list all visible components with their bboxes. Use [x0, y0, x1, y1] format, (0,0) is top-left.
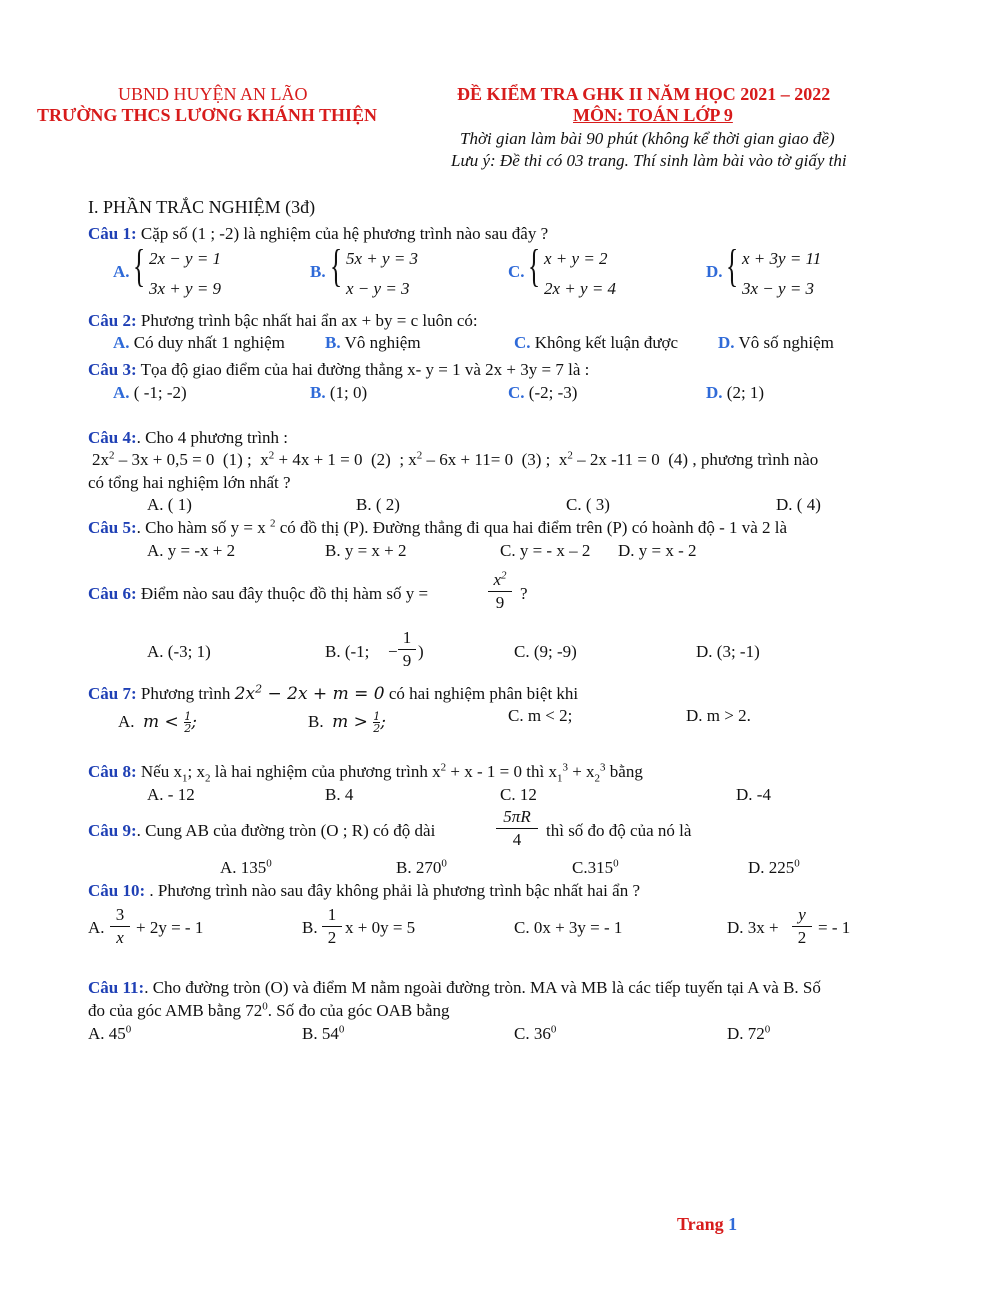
- q1-option-a-label: A.: [113, 262, 130, 281]
- q5-option-c: C. y = - x – 2: [500, 541, 591, 560]
- q1-option-b-label: B.: [310, 262, 326, 281]
- q1-text: Cặp số (1 ; -2) là nghiệm của hệ phương trình nào sau đây ?: [140, 224, 549, 243]
- q11-option-b: B. $54^0$: [302, 1023, 345, 1043]
- header-district: UBND HUYỆN AN LÃO: [118, 84, 308, 104]
- q6-fraction: $\frac{x^2}{9}$: [488, 569, 512, 614]
- q9-option-c: C.315$^0$: [572, 857, 619, 877]
- header-time-note: Thời gian làm bài 90 phút (không kể thời gian giao đề): [460, 129, 835, 148]
- q9-option-a: A. $135^0$: [220, 857, 272, 877]
- q11-option-d: D. $72^0$: [727, 1023, 771, 1043]
- q2-option-d: D. Vô số nghiệm: [718, 333, 834, 352]
- q10-option-d-label: D. 3x +: [727, 918, 779, 937]
- q7-option-d: D. m > 2.: [686, 706, 751, 725]
- q4-option-a: A. ( 1): [147, 495, 192, 514]
- q2-option-b: B. Vô nghiệm: [325, 333, 421, 352]
- q9-option-d: D. $225^0$: [748, 857, 800, 877]
- question-6: [88, 584, 428, 604]
- q1-option-d-label: D.: [706, 262, 723, 281]
- q3-option-b: B. (1; 0): [310, 383, 368, 402]
- q8-label: Câu 8:: [88, 762, 137, 781]
- q10-option-a-fraction: $\frac{3}{x}$: [110, 904, 130, 949]
- q3-option-a: A. ( -1; -2): [113, 383, 187, 402]
- q8-option-c: C. 12: [500, 785, 537, 804]
- q6-text: Điểm nào sau đây thuộc đồ thị hàm số y =: [140, 584, 429, 603]
- q1-label: Câu 1:: [88, 224, 137, 243]
- q10-label: Câu 10:: [88, 881, 146, 900]
- q2-option-a: A. Có duy nhất 1 nghiệm: [113, 333, 285, 352]
- q1-option-c-label: C.: [508, 262, 525, 281]
- q7-option-a: A. m < $\frac{1}{2}$ ;: [118, 710, 197, 735]
- question-8: Câu 8: Nếu $x_1$; $x_2$ là hai nghiệm của phương trình $x^2 + x - 1 = 0$ thì $x_1^3 + x_2^3$ bằng: [88, 761, 643, 785]
- q6-option-b-close: ): [418, 642, 424, 661]
- q10-option-d-tail: = - 1: [818, 918, 851, 937]
- page-number: 1: [728, 1214, 738, 1234]
- q3-option-d: D. (2; 1): [706, 383, 765, 402]
- q6-option-b-pre: B. (-1;: [325, 642, 370, 661]
- q6-option-c: C. (9; -9): [514, 642, 577, 661]
- question-1: [88, 224, 548, 244]
- q4-text: . Cho 4 phương trình :: [136, 428, 289, 447]
- section-title: I. PHẦN TRẮC NGHIỆM (3đ): [88, 197, 316, 217]
- q9-option-b: B. $270^0$: [396, 857, 447, 877]
- question-9: Câu 9:. Cung AB của đường tròn (O ; R) có độ dài: [88, 821, 436, 840]
- question-11: Câu 11:. Cho đường tròn (O) và điểm M nằm ngoài đường tròn. MA và MB là các tiếp tuyến tại A và B. Số: [88, 978, 821, 997]
- header-subject: MÔN: TOÁN LỚP 9: [573, 105, 733, 125]
- q7-label: Câu 7:: [88, 684, 137, 703]
- question-2: [88, 311, 478, 331]
- q2-option-c: C. Không kết luận được: [514, 333, 679, 352]
- q8-option-a: A. - 12: [147, 785, 195, 804]
- q6-tail: ?: [520, 584, 528, 603]
- q5-option-a: A. y = -x + 2: [147, 541, 236, 560]
- q10-option-b-tail: x + 0y = 5: [345, 918, 416, 937]
- q3-label: Câu 3:: [88, 360, 137, 379]
- q10-option-b-label: B.: [302, 918, 318, 937]
- q10-option-c: C. 0x + 3y = - 1: [514, 918, 623, 937]
- q10-option-a-label: A.: [88, 918, 105, 937]
- q10-option-b-fraction: $\frac{1}{2}$: [322, 904, 342, 949]
- q8-option-d: D. -4: [736, 785, 771, 804]
- q4-option-b: B. ( 2): [356, 495, 400, 514]
- q4-option-c: C. ( 3): [566, 495, 610, 514]
- q7-option-b: B. m > $\frac{1}{2}$ ;: [308, 710, 386, 735]
- q11-option-c: C. $36^0$: [514, 1023, 557, 1043]
- q8-option-b: B. 4: [325, 785, 354, 804]
- q5-label: Câu 5:: [88, 518, 137, 537]
- question-5: Câu 5:. Cho hàm số y = x $^2$ có đồ thị (P). Đường thẳng đi qua hai điểm trên (P) có hoành độ - 1 và 2 là: [88, 517, 788, 537]
- q6-option-d: D. (3; -1): [696, 642, 760, 661]
- q10-option-a-tail: + 2y = - 1: [136, 918, 204, 937]
- q11-line2: đo của góc AMB bằng $72^0$. Số đo của góc OAB bằng: [88, 1000, 450, 1020]
- q7-option-c: C. m < 2;: [508, 706, 573, 725]
- q6-label: Câu 6:: [88, 584, 137, 603]
- page-label: Trang: [677, 1214, 724, 1234]
- question-7: Câu 7: Phương trình $2x^2 - 2x + m = 0$ có hai nghiệm phân biệt khi: [88, 682, 579, 704]
- q4-label: Câu 4:: [88, 428, 137, 447]
- q11-label: Câu 11:: [88, 978, 145, 997]
- q2-label: Câu 2:: [88, 311, 137, 330]
- q4-line3: có tổng hai nghiệm lớn nhất ?: [88, 473, 291, 492]
- header-school: TRƯỜNG THCS LƯƠNG KHÁNH THIỆN: [37, 105, 378, 125]
- q5-option-d: D. y = x - 2: [618, 541, 697, 560]
- q6-option-b-minus: −: [388, 642, 398, 661]
- q9-fraction: $\frac{5\pi R}{4}$: [496, 806, 538, 851]
- q6-option-b-fraction: $\frac{1}{9}$: [398, 627, 416, 672]
- question-4: [88, 428, 288, 448]
- q3-text: Tọa độ giao điểm của hai đường thẳng x- y = 1 và 2x + 3y = 7 là :: [140, 360, 590, 379]
- q2-text: Phương trình bậc nhất hai ẩn ax + by = c luôn có:: [140, 311, 478, 330]
- q5-option-b: B. y = x + 2: [325, 541, 407, 560]
- q11-option-a: A. $45^0$: [88, 1023, 132, 1043]
- q4-equations: $2x^2 - 3x + 0,5 = 0$ (1) ; $x^2 + 4x + 1 = 0$ (2) ; $x^2 - 6x + 11= 0$ (3) ; $x^2 - 2x$ -11 = 0 (4) , phương trình nào: [92, 449, 819, 469]
- header-page-note: Lưu ý: Đề thi có 03 trang. Thí sinh làm bài vào tờ giấy thi: [451, 151, 847, 170]
- q4-option-d: D. ( 4): [776, 495, 821, 514]
- question-3: [88, 360, 589, 380]
- q3-option-c: C. (-2; -3): [508, 383, 578, 402]
- header-exam-title: ĐỀ KIỂM TRA GHK II NĂM HỌC 2021 – 2022: [457, 84, 831, 104]
- q10-option-d-fraction: $\frac{y}{2}$: [792, 904, 812, 949]
- page-footer: [677, 1214, 737, 1235]
- q9-tail: thì số đo độ của nó là: [546, 821, 692, 840]
- question-10: Câu 10: . Phương trình nào sau đây không phải là phương trình bậc nhất hai ẩn ?: [88, 881, 640, 900]
- q9-label: Câu 9:: [88, 821, 137, 840]
- q6-option-a: A. (-3; 1): [147, 642, 211, 661]
